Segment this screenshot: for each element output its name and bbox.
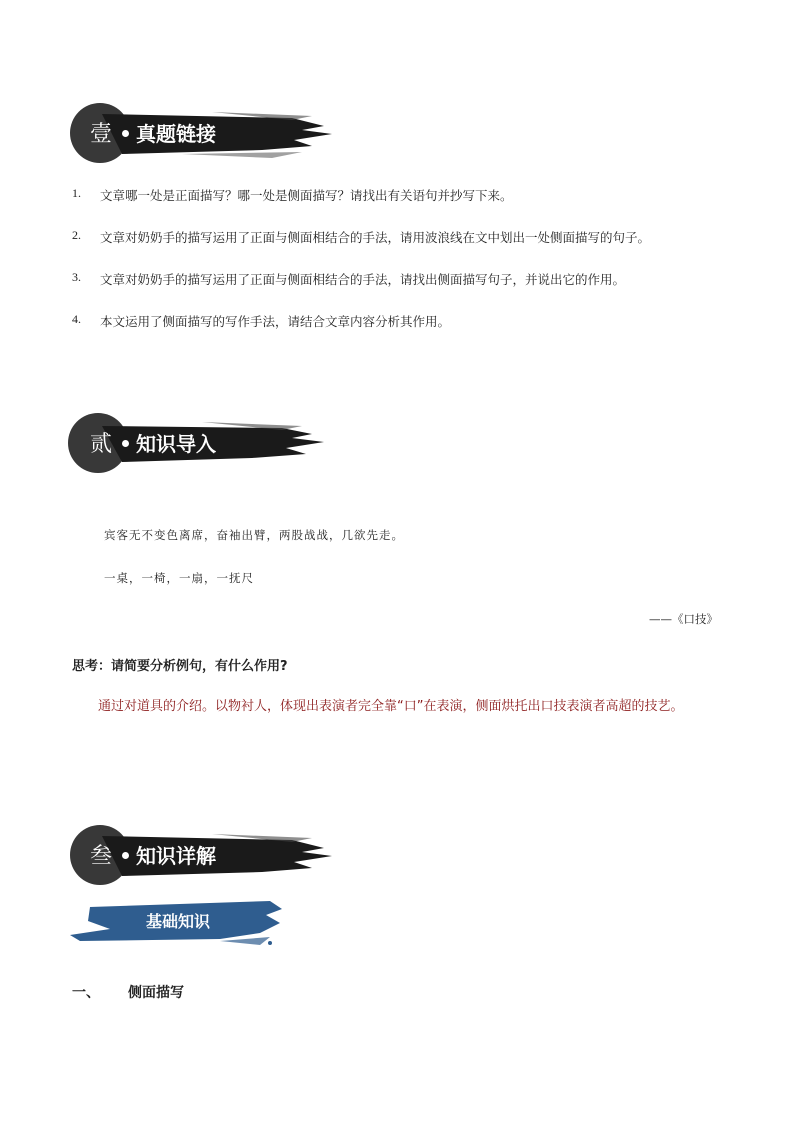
heading-text: 侧面描写 [128, 985, 184, 1001]
example-sentence-1: 宾客无不变色离席，奋袖出臂，两股战战，几欲先走。 [104, 528, 404, 542]
item-number: 2. [72, 228, 81, 242]
section-number: 贰 [90, 432, 113, 457]
section-title: 知识详解 [136, 844, 216, 868]
item-number: 1. [72, 186, 81, 200]
section-banner-3 [62, 822, 332, 888]
item-text: 文章哪一处是正面描写？哪一处是侧面描写？请找出有关语句并抄写下来。 [100, 188, 513, 203]
list-item [72, 270, 732, 312]
question-list [72, 186, 732, 354]
dot-icon [122, 440, 129, 447]
source-citation: ——《口技》 [649, 612, 718, 626]
example-sentence-2: 一桌，一椅，一扇，一抚尺 [104, 571, 254, 585]
answer-text: 通过对道具的介绍。以物衬人，体现出表演者完全靠“口”在表演，侧面烘托出口技表演者高超的技艺。 [98, 699, 684, 714]
section-banner-2 [62, 410, 332, 476]
item-text: 本文运用了侧面描写的写作手法，请结合文章内容分析其作用。 [100, 314, 451, 329]
item-number: 3. [72, 270, 81, 284]
section-banner-1 [62, 100, 332, 166]
item-text: 文章对奶奶手的描写运用了正面与侧面相结合的手法，请找出侧面描写句子，并说出它的作用。 [100, 272, 626, 287]
heading-number: 一、 [72, 985, 100, 1001]
list-item [72, 312, 732, 354]
item-text: 文章对奶奶手的描写运用了正面与侧面相结合的手法，请用波浪线在文中划出一处侧面描写的句子。 [100, 230, 651, 245]
think-prompt: 思考：请简要分析例句，有什么作用? [72, 659, 288, 674]
list-item [72, 186, 732, 228]
section-number: 叁 [90, 844, 113, 869]
list-item [72, 228, 732, 270]
dot-icon [122, 852, 129, 859]
banner-title: 基础知识 [146, 912, 211, 931]
basic-knowledge-banner [70, 893, 285, 949]
section-title: 真题链接 [136, 122, 216, 146]
section-number: 壹 [90, 122, 113, 147]
dot-icon [122, 130, 129, 137]
heading-side-description [72, 982, 184, 1002]
section-title: 知识导入 [136, 432, 216, 456]
item-number: 4. [72, 312, 81, 326]
